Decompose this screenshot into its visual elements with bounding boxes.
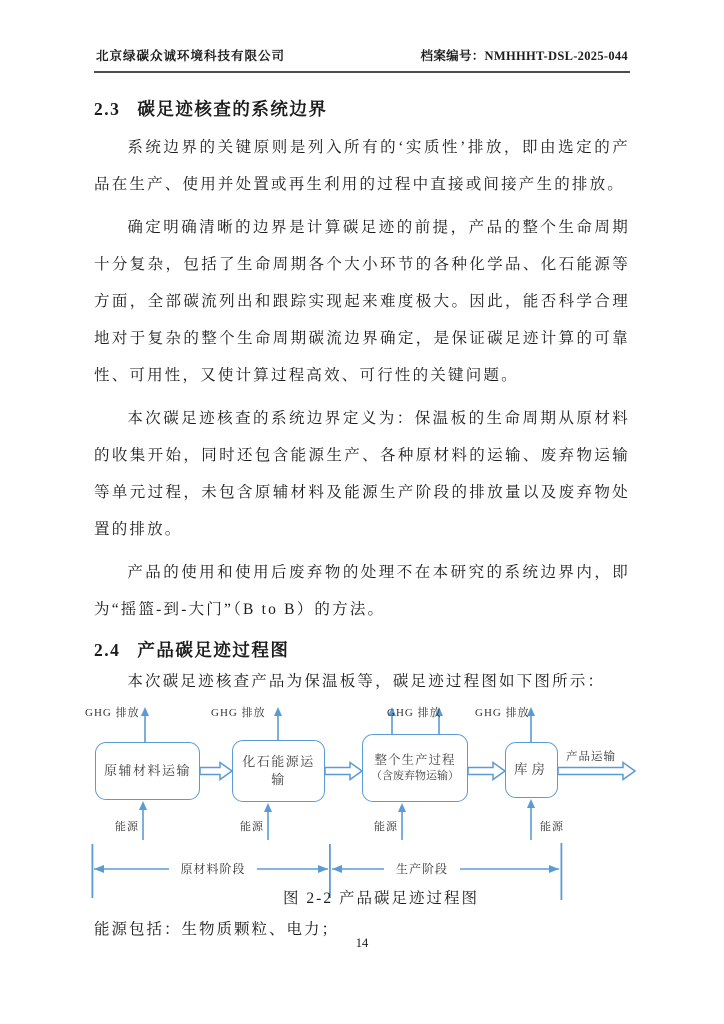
section-2-4-number: 2.4 xyxy=(94,640,121,660)
section-2-4-title: 产品碳足迹过程图 xyxy=(137,640,290,660)
process-box-label: 库房 xyxy=(514,761,549,777)
process-box-label: 整个生产过程 xyxy=(374,753,456,768)
energy-label: 能源 xyxy=(115,821,139,833)
process-box-fossil-energy-transport xyxy=(232,740,325,802)
process-box-label: 原辅材料运输 xyxy=(103,763,191,779)
product-transport-label: 产品运输 xyxy=(566,751,616,763)
process-box-production-process xyxy=(362,734,468,802)
diagram-lines xyxy=(85,702,647,915)
figure-caption: 图 2-2 产品碳足迹过程图 xyxy=(283,890,479,907)
carbon-footprint-process-diagram xyxy=(85,702,647,915)
process-box-warehouse xyxy=(505,742,558,798)
page-number: 14 xyxy=(355,936,369,950)
process-box-label: 化石能源运输 xyxy=(242,754,315,787)
section-2-3-title: 碳足迹核查的系统边界 xyxy=(137,99,328,119)
process-box-sublabel: （含废弃物运输） xyxy=(371,770,459,783)
energy-label: 能源 xyxy=(240,821,264,833)
section-2-3-number: 2.3 xyxy=(94,99,121,119)
energy-label: 能源 xyxy=(540,821,564,833)
company-name: 北京绿碳众诚环境科技有限公司 xyxy=(96,49,286,63)
paragraph: 本次碳足迹核查产品为保温板等，碳足迹过程图如下图所示： xyxy=(127,673,606,690)
section-2-3-heading xyxy=(94,97,630,121)
energy-footnote: 能源包括：生物质颗粒、电力； xyxy=(94,921,340,938)
ghg-emission-label: GHG 排放 xyxy=(85,707,140,719)
paragraph: 本次碳足迹核查的系统边界定义为：保温板的生命周期从原材料的收集开始，同时还包含能源生产、各种原材料的运输、废弃物运输等单元过程，未包含原辅材料及能源生产阶段的排放量以及废弃物处置的排放。 xyxy=(94,410,630,538)
energy-input-arrows xyxy=(139,799,535,840)
stage-label-raw-material: 原材料阶段 xyxy=(169,860,257,877)
section-2-4-heading xyxy=(94,638,630,662)
page-header xyxy=(94,46,630,73)
archive-number: 档案编号：NMHHHT-DSL-2025-044 xyxy=(420,49,628,63)
stage-label-production: 生产阶段 xyxy=(384,860,460,877)
energy-label: 能源 xyxy=(374,821,398,833)
process-box-raw-material-transport xyxy=(95,742,200,800)
paragraph: 确定明确清晰的边界是计算碳足迹的前提，产品的整个生命周期十分复杂，包括了生命周期各个大小环节的各种化学品、化石能源等方面，全部碳流列出和跟踪实现起来难度极大。因此，能否科学合理地对于复杂的整个生命周期碳流边界确定，是保证碳足迹计算的可靠性、可用性，又使计算过程高效、可行性的关键问题。 xyxy=(94,219,630,384)
paragraph: 产品的使用和使用后废弃物的处理不在本研究的系统边界内，即为“摇篮-到-大门”（B to B）的方法。 xyxy=(94,564,630,618)
ghg-emission-label: GHG 排放 xyxy=(387,707,442,719)
paragraph: 系统边界的关键原则是列入所有的‘实质性’排放，即由选定的产品在生产、使用并处置或再生利用的过程中直接或间接产生的排放。 xyxy=(94,139,630,193)
ghg-emission-label: GHG 排放 xyxy=(475,707,530,719)
ghg-emission-label: GHG 排放 xyxy=(211,707,266,719)
